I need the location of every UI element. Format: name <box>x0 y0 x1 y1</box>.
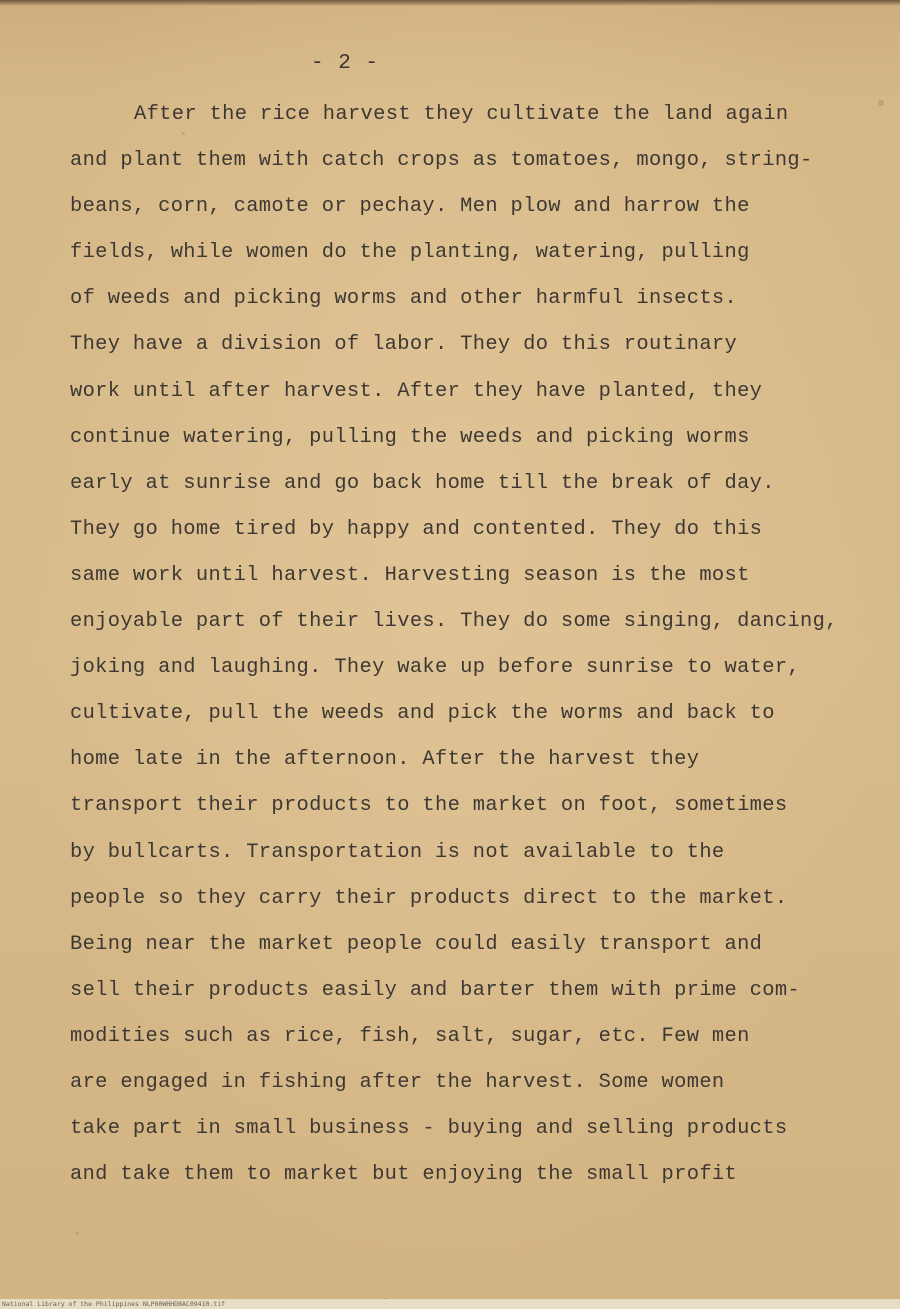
text-line: same work until harvest. Harvesting season is the most <box>70 563 750 587</box>
text-line: of weeds and picking worms and other harmful insects. <box>70 287 738 311</box>
text-line: work until after harvest. After they have planted, they <box>70 379 763 403</box>
text-line: modities such as rice, fish, salt, sugar, etc. Few men <box>70 1024 750 1048</box>
text-line: cultivate, pull the weeds and pick the worms and back to <box>70 702 775 726</box>
text-line: are engaged in fishing after the harvest. Some women <box>70 1070 725 1094</box>
text-line: and take them to market but enjoying the small profit <box>70 1163 738 1187</box>
text-line: Being near the market people could easily transport and <box>70 932 763 956</box>
text-line: joking and laughing. They wake up before sunrise to water, <box>70 656 801 680</box>
text-line: by bullcarts. Transportation is not available to the <box>70 840 725 864</box>
text-line: They have a division of labor. They do this routinary <box>70 333 738 357</box>
text-line: sell their products easily and barter them with prime com- <box>70 978 801 1002</box>
text-line: They go home tired by happy and contented. They do this <box>70 517 763 541</box>
text-line: continue watering, pulling the weeds and picking worms <box>70 425 750 449</box>
text-line: transport their products to the market on foot, sometimes <box>70 794 788 818</box>
typewritten-body <box>70 92 895 1198</box>
text-line: early at sunrise and go back home till the break of day. <box>70 471 775 495</box>
text-line: beans, corn, camote or pechay. Men plow and harrow the <box>70 195 750 219</box>
text-line: take part in small business - buying and selling products <box>70 1117 788 1141</box>
text-line: home late in the afternoon. After the harvest they <box>70 748 700 772</box>
text-line: people so they carry their products direct to the market. <box>70 886 788 910</box>
text-line: After the rice harvest they cultivate the land again <box>134 103 789 126</box>
page-top-edge <box>0 0 900 6</box>
archive-credit: National Library of the Philippines NLP00WHHDBAC09410.tif <box>2 1300 226 1308</box>
page-number: - 2 - <box>310 52 379 75</box>
paper-speck <box>76 1232 79 1235</box>
text-line: and plant them with catch crops as tomatoes, mongo, string- <box>70 149 813 173</box>
text-line: enjoyable part of their lives. They do some singing, dancing, <box>70 610 838 634</box>
text-line: fields, while women do the planting, watering, pulling <box>70 241 750 265</box>
